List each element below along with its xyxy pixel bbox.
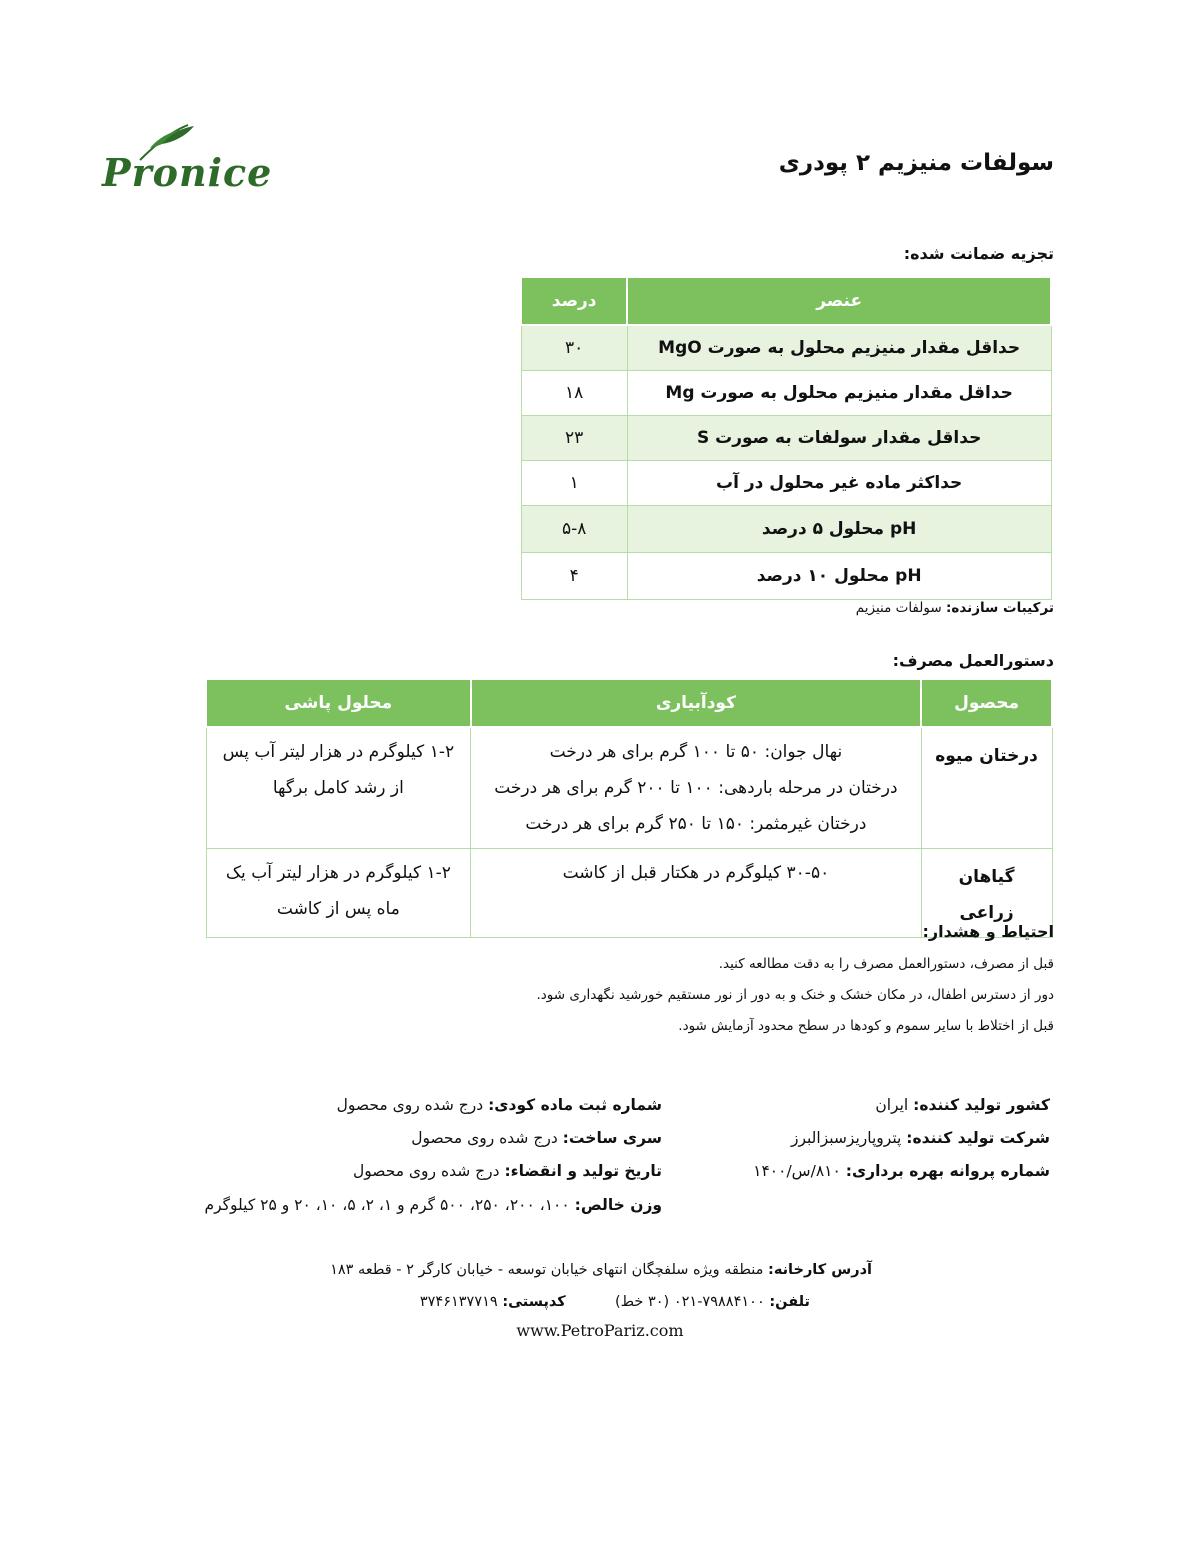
warning-item: قبل از مصرف، دستورالعمل مصرف را به دقت مطالعه کنید. [718,956,1054,972]
table-row [521,416,1051,461]
usage-fertigation [471,849,921,938]
info-value: ۱۰۰، ۲۰۰، ۲۵۰، ۵۰۰ گرم و ۱، ۲، ۵، ۱۰، ۲۰ و ۲۵ کیلوگرم [204,1196,570,1214]
info-weight [204,1196,662,1214]
info-label: کشور تولید کننده: [913,1096,1050,1114]
info-value: درج شده روی محصول [352,1162,500,1180]
fertigation-line: درختان در مرحله باردهی: ۱۰۰ تا ۲۰۰ گرم برای هر درخت [494,778,898,798]
usage-crop: درختان میوه [921,727,1052,849]
table-row [521,371,1051,416]
info-label: وزن خالص: [574,1196,662,1214]
spray-line: ۱-۲ کیلوگرم در هزار لیتر آب پس [222,742,455,762]
analysis-value: ۳۰ [521,325,627,371]
spray-line: ماه پس از کاشت [276,899,400,919]
info-value: درج شده روی محصول [411,1129,558,1147]
info-label: سری ساخت: [562,1129,662,1147]
usage-header-spray: محلول پاشی [206,679,471,727]
composition-line [856,600,1054,616]
usage-table [205,678,1053,938]
table-row [521,506,1051,553]
warning-item: قبل از اختلاط با سایر سموم و کودها در سطح محدود آزمایش شود. [678,1018,1054,1034]
info-label: شماره پروانه بهره برداری: [845,1162,1050,1180]
address-value: منطقه ویژه سلفچگان انتهای خیابان توسعه - خیابان کارگر ۲ - قطعه ۱۸۳ [330,1262,764,1278]
analysis-value: ۴ [521,553,627,600]
usage-crop: گیاهان زراعی [921,849,1052,938]
spray-line: از رشد کامل برگها [272,778,404,798]
warning-item: دور از دسترس اطفال، در مکان خشک و خنک و به دور از نور مستقیم خورشید نگهداری شود. [536,987,1054,1003]
fertigation-line: نهال جوان: ۵۰ تا ۱۰۰ گرم برای هر درخت [549,742,843,762]
footer-address [330,1262,872,1278]
phone-value: ۷۹۸۸۴۱۰۰-۰۲۱ (۳۰ خط) [614,1294,765,1310]
footer-contact [420,1294,810,1310]
info-country [875,1096,1050,1114]
usage-header-fertigation: کودآبیاری [471,679,921,727]
analysis-element: حداقل مقدار منیزیم محلول به صورت MgO [627,325,1051,371]
info-label: تاریخ تولید و انقضاء: [504,1162,662,1180]
analysis-value: ۱ [521,461,627,506]
table-row [206,727,1052,849]
analysis-header-percent: درصد [521,277,627,325]
info-registration [337,1096,662,1114]
brand-logo [100,120,273,200]
info-batch [411,1129,662,1147]
composition-label: ترکیبات سازنده: [945,600,1054,616]
analysis-element: حداکثر ماده غیر محلول در آب [627,461,1051,506]
info-value: پتروپاریزسبزالبرز [790,1129,902,1147]
analysis-element: pH محلول ۱۰ درصد [627,553,1051,600]
info-label: شرکت تولید کننده: [906,1129,1050,1147]
spray-line: ۱-۲ کیلوگرم در هزار لیتر آب یک [225,863,451,883]
table-row [521,553,1051,600]
analysis-element: حداقل مقدار سولفات به صورت S [627,416,1051,461]
usage-fertigation [471,727,921,849]
analysis-header-element: عنصر [627,277,1051,325]
info-company [791,1129,1050,1147]
composition-value: سولفات منیزیم [855,600,942,616]
analysis-value: ۱۸ [521,371,627,416]
usage-spray [206,849,471,938]
analysis-value: ۵-۸ [521,506,627,553]
info-license [753,1162,1050,1180]
info-value: درج شده روی محصول [336,1096,484,1114]
analysis-element: حداقل مقدار منیزیم محلول به صورت Mg [627,371,1051,416]
info-label: شماره ثبت ماده کودی: [488,1096,662,1114]
analysis-table [520,276,1052,600]
usage-label: دستورالعمل مصرف: [892,651,1054,670]
info-dates [353,1162,662,1180]
table-row [521,325,1051,371]
analysis-element: pH محلول ۵ درصد [627,506,1051,553]
phone-label: تلفن: [769,1294,810,1310]
table-row [521,461,1051,506]
logo-text: Pronice [102,150,273,195]
fertigation-line: درختان غیرمثمر: ۱۵۰ تا ۲۵۰ گرم برای هر درخت [525,814,867,834]
postal-value: ۳۷۴۶۱۳۷۷۱۹ [419,1294,498,1310]
usage-spray [206,727,471,849]
website-link[interactable]: www.PetroPariz.com [516,1321,684,1340]
info-value: ایران [875,1096,909,1114]
address-label: آدرس کارخانه: [768,1262,872,1278]
postal-label: کدپستی: [502,1294,566,1310]
analysis-label: تجزیه ضمانت شده: [903,244,1054,263]
analysis-value: ۲۳ [521,416,627,461]
warnings-label: احتیاط و هشدار: [922,922,1054,941]
fertigation-line: ۳۰-۵۰ کیلوگرم در هکتار قبل از کاشت [562,863,830,883]
usage-header-crop: محصول [921,679,1052,727]
page-title: سولفات منیزیم ۲ پودری [778,150,1054,176]
info-value: ۸۱۰/س/۱۴۰۰ [753,1162,841,1180]
